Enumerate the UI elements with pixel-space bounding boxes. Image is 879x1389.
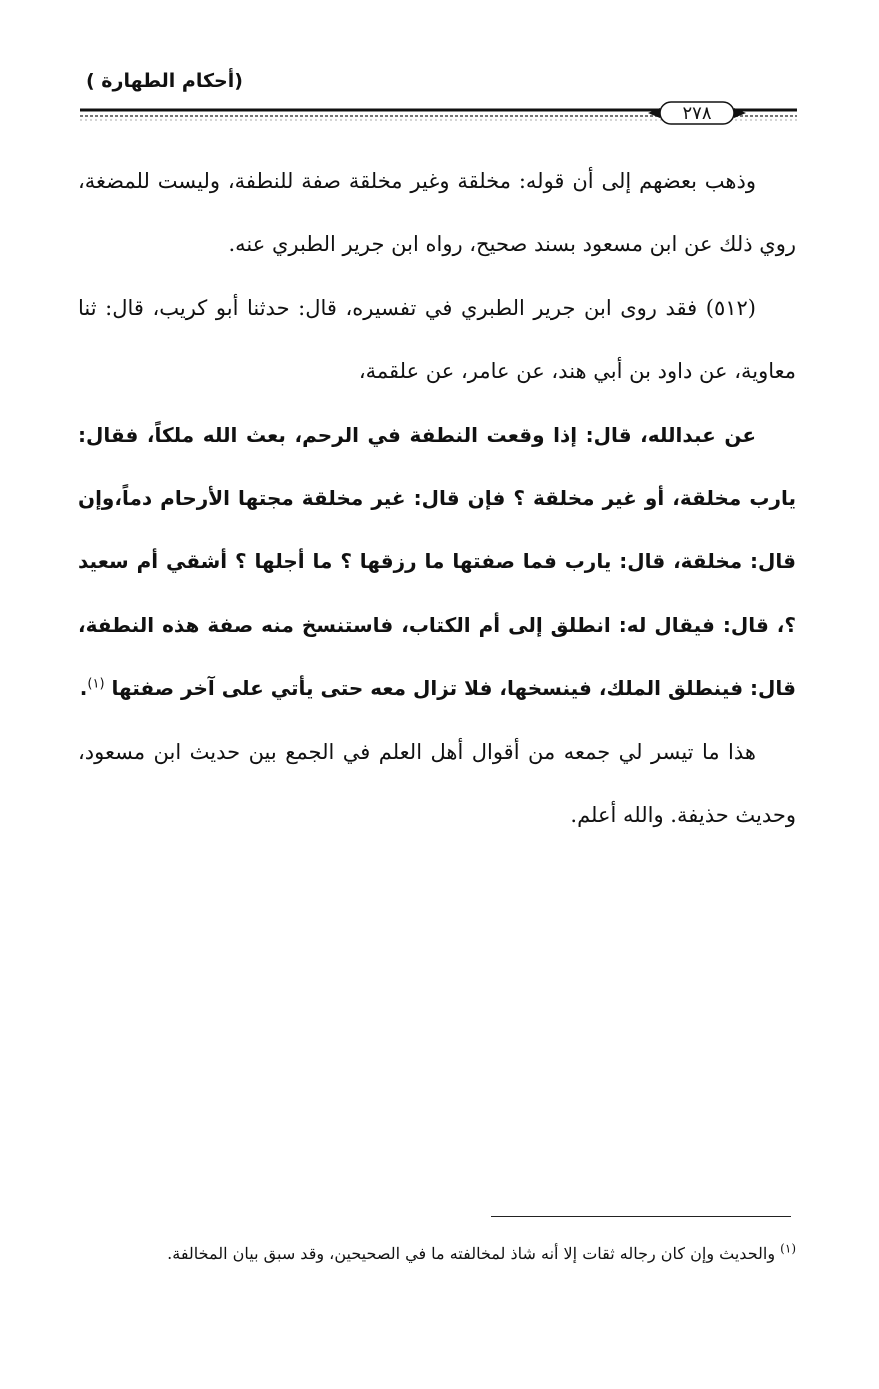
footnote-text: والحديث وإن كان رجاله ثقات إلا أنه شاذ لمخالفته ما في الصحيحين، وقد سبق بيان المخالفة. — [167, 1244, 776, 1263]
main-text — [78, 150, 796, 847]
paragraph-2: (٥١٢) فقد روى ابن جرير الطبري في تفسيره، قال: حدثنا أبو كريب، قال: ثنا معاوية، عن داود بن أبي هند، عن عامر، عن علقمة، — [78, 295, 796, 384]
hadith-quote — [78, 404, 796, 721]
hadith-closing-period: . — [79, 676, 88, 701]
footnote — [78, 1230, 796, 1278]
footnote-reference[interactable]: (١) — [87, 676, 105, 692]
running-header-title: (أحكام الطهارة ) — [86, 70, 243, 92]
paragraph-4: هذا ما تيسر لي جمعه من أقوال أهل العلم في الجمع بين حديث ابن مسعود، وحديث حذيفة. والله أعلم. — [78, 739, 796, 828]
page-number: ٢٧٨ — [682, 103, 712, 124]
paragraph-1: وذهب بعضهم إلى أن قوله: مخلقة وغير مخلقة صفة للنطفة، وليست للمضغة، روي ذلك عن ابن مسعود بسند صحيح، رواه ابن جرير الطبري عنه. — [78, 169, 796, 257]
hadith-text: عن عبدالله، قال: إذا وقعت النطفة في الرحم، بعث الله ملكاً، فقال: يارب مخلقة، أو غير مخلقة ؟ فإن قال: غير مخلقة مجتها الأرحام دماً،وإن قال: مخلقة، قال: يارب فما صفتها ما رزقها ؟ ما أجلها ؟ أشقي أم سعيد ؟، قال: فيقال له: انطلق إلى أم الكتاب، فاستنسخ منه صفة هذه النطفة، قال: فينطلق الملك، فينسخها، فلا تزال معه حتى يأتي على آخر صفتها — [78, 422, 796, 701]
footnote-number: (١) — [780, 1241, 796, 1256]
footnote-separator — [491, 1216, 791, 1217]
